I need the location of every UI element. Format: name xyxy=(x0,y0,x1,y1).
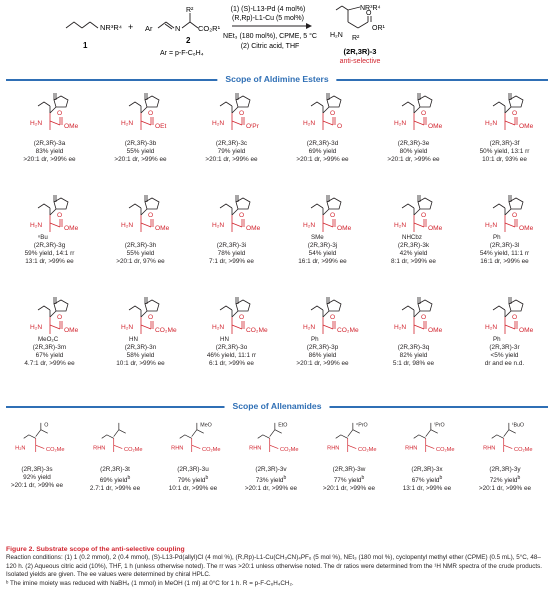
compound-caption xyxy=(459,344,550,368)
allenamide-scope-grid xyxy=(4,414,550,540)
compound-entry xyxy=(388,414,466,493)
ester-label: OMe xyxy=(428,225,443,232)
compound-caption xyxy=(232,466,310,493)
compound-selectivity: >20:1 dr, >99% ee xyxy=(10,482,64,489)
compound-entry xyxy=(232,414,310,493)
compound-selectivity: 10:1 dr, >99% ee xyxy=(168,485,218,493)
compound-entry xyxy=(4,292,95,367)
compound-structure xyxy=(76,414,154,466)
side-chain-label: HN xyxy=(129,336,138,343)
compound-structure xyxy=(368,292,459,344)
compound-selectivity: 4.7:1 dr, >99% ee xyxy=(24,360,75,367)
compound-structure xyxy=(459,190,550,242)
compound-caption xyxy=(368,140,459,164)
compound-caption xyxy=(277,242,368,266)
compound-yield: 55% yield xyxy=(126,148,155,155)
compound-structure xyxy=(154,414,232,466)
figure-caption xyxy=(6,546,548,588)
ester-label: CO₂Me xyxy=(436,447,455,454)
amine-label: H₂N xyxy=(121,120,134,127)
reactant-2-ester: CO₂R¹ xyxy=(198,24,221,33)
amine-label: H₂N xyxy=(212,324,225,331)
carbonyl-o-label: O xyxy=(512,212,518,219)
side-chain-label: ⁿBu xyxy=(38,234,48,241)
figure-footnote-b: ᵇ The imine moiety was reduced with NaBH₄ (1 mmol) in MeOH (1 ml) at 0°C for 1 h. R = p-F-C₆H₄CH₂. xyxy=(6,579,294,587)
compound-structure xyxy=(95,190,186,242)
ester-label: CO₂Me xyxy=(46,447,65,454)
compound-entry xyxy=(95,88,186,163)
compound-selectivity: 10:1 dr, 93% ee xyxy=(482,156,527,163)
compound-entry xyxy=(459,190,550,265)
compound-selectivity: >20:1 dr, >99% ee xyxy=(23,156,76,163)
reactant-1-structure xyxy=(66,22,98,28)
carbamate-group-label: ⁱPrO xyxy=(434,422,445,429)
compound-structure xyxy=(186,292,277,344)
compound-structure xyxy=(4,292,95,344)
product-o: O xyxy=(366,10,372,17)
amine-label: RHN xyxy=(405,445,418,452)
amine-label: H₂N xyxy=(30,120,43,127)
compound-entry xyxy=(277,292,368,367)
product-selectivity: anti-selective xyxy=(339,58,381,65)
compound-caption xyxy=(277,344,368,368)
carbonyl-o-label: O xyxy=(421,212,427,219)
carbonyl-o-label: O xyxy=(148,314,154,321)
carbamate-group-label: ᵗBuO xyxy=(512,422,525,429)
carbonyl-o-label: O xyxy=(57,212,63,219)
ester-label: CO₂Me xyxy=(124,447,143,454)
compound-yield: 67% yield xyxy=(35,352,64,359)
compound-selectivity: >20:1 dr, >99% ee xyxy=(478,485,532,493)
amine-label: H₂N xyxy=(15,445,26,452)
compound-id: (2R,3R)-3u xyxy=(177,466,209,473)
compound-selectivity: 10:1 dr, >99% ee xyxy=(116,360,165,367)
product-label: (2R,3R)-3 xyxy=(343,47,377,56)
amine-label: H₂N xyxy=(303,324,316,331)
compound-structure xyxy=(459,88,550,140)
amine-label: H₂N xyxy=(212,222,225,229)
compound-caption xyxy=(95,140,186,164)
side-chain-label: Ph xyxy=(311,336,319,343)
compound-yield: 50% yield, 13:1 rr xyxy=(479,148,530,155)
ester-label: OMe xyxy=(519,225,534,232)
compound-yield: 78% yield xyxy=(217,250,246,257)
compound-caption xyxy=(4,140,95,164)
compound-structure xyxy=(368,88,459,140)
ester-label: CO₂Me xyxy=(246,327,268,334)
compound-entry xyxy=(466,414,544,493)
compound-id: (2R,3R)-3h xyxy=(124,242,157,249)
compound-yield: 92% yield xyxy=(23,474,51,481)
amine-label: RHN xyxy=(483,445,496,452)
compound-selectivity: dr and ee n.d. xyxy=(484,360,525,367)
compound-entry xyxy=(95,292,186,367)
compound-id: (2R,3R)-3i xyxy=(216,242,247,249)
carbamate-group-label: MeO xyxy=(200,422,212,429)
amine-label: H₂N xyxy=(485,222,498,229)
ester-label: O xyxy=(337,123,343,130)
compound-structure xyxy=(459,292,550,344)
compound-selectivity: 13:1 dr, >99% ee xyxy=(402,485,452,493)
side-chain-label: NHCbz xyxy=(402,234,422,241)
amine-label: H₂N xyxy=(303,222,316,229)
side-chain-label: HN xyxy=(220,336,229,343)
compound-caption xyxy=(388,466,466,493)
condition-4: (2) Citric acid, THF xyxy=(240,43,300,50)
carbonyl-o-label: O xyxy=(512,110,518,117)
ester-label: OⁱPr xyxy=(246,123,259,130)
compound-selectivity: >20:1 dr, >99% ee xyxy=(296,156,349,163)
compound-caption xyxy=(368,344,459,368)
section-header-aldimine xyxy=(6,73,548,87)
compound-caption xyxy=(459,242,550,266)
compound-selectivity: >20:1 dr, >99% ee xyxy=(114,156,167,163)
compound-entry xyxy=(154,414,232,493)
carbonyl-o-label: O xyxy=(330,110,336,117)
amine-label: H₂N xyxy=(485,120,498,127)
compound-entry xyxy=(76,414,154,493)
compound-structure xyxy=(95,292,186,344)
compound-yield: 46% yield, 11:1 rr xyxy=(206,352,257,359)
amine-label: H₂N xyxy=(212,120,225,127)
amine-label: H₂N xyxy=(30,324,43,331)
product-h2n: H₂N xyxy=(330,32,343,39)
compound-selectivity: >20:1 dr, >99% ee xyxy=(322,485,376,493)
ester-label: OMe xyxy=(64,225,79,232)
compound-id: (2R,3R)-3e xyxy=(397,140,430,147)
section-title-allenamide: Scope of Allenamides xyxy=(225,400,330,413)
compound-id: (2R,3R)-3j xyxy=(307,242,338,249)
compound-yield: 73% yield$^b$ xyxy=(255,475,287,485)
carbonyl-o-label: O xyxy=(148,212,154,219)
compound-id: (2R,3R)-3l xyxy=(489,242,520,249)
compound-caption xyxy=(4,344,95,368)
compound-structure xyxy=(186,190,277,242)
ar-definition: Ar = p-F-C₆H₄ xyxy=(160,50,204,57)
compound-structure xyxy=(310,414,388,466)
carbonyl-o-label: O xyxy=(512,314,518,321)
compound-entry xyxy=(186,88,277,163)
compound-caption xyxy=(95,344,186,368)
side-chain-label: SMe xyxy=(311,234,324,241)
compound-selectivity: >20:1 dr, >99% ee xyxy=(296,360,349,367)
compound-structure xyxy=(368,190,459,242)
ester-label: OEt xyxy=(155,123,167,130)
compound-caption xyxy=(154,466,232,493)
compound-entry xyxy=(368,190,459,265)
compound-entry xyxy=(95,190,186,265)
carbonyl-o-label: O xyxy=(330,212,336,219)
compound-caption xyxy=(0,466,76,490)
compound-yield: 69% yield xyxy=(308,148,337,155)
compound-yield: 58% yield xyxy=(126,352,155,359)
ester-label: OMe xyxy=(428,123,443,130)
compound-selectivity: 5:1 dr, 98% ee xyxy=(392,360,435,367)
carbonyl-o-label: O xyxy=(330,314,336,321)
amine-label: H₂N xyxy=(303,120,316,127)
carbonyl-o-label: O xyxy=(57,314,63,321)
compound-entry xyxy=(186,292,277,367)
reaction-arrow-head xyxy=(306,23,312,29)
footnote-marker: b xyxy=(205,475,209,481)
ester-label: CO₂Me xyxy=(155,327,177,334)
amine-label: RHN xyxy=(249,445,262,452)
amine-label: H₂N xyxy=(30,222,43,229)
carbonyl-o-label: O xyxy=(421,314,427,321)
ester-label: OMe xyxy=(519,327,534,334)
compound-caption xyxy=(466,466,544,493)
compound-caption xyxy=(186,242,277,266)
compound-selectivity: >20:1 dr, >99% ee xyxy=(387,156,440,163)
condition-3: NEt₃ (180 mol%), CPME, 5 °C xyxy=(223,33,317,40)
side-chain-label: MeO₂C xyxy=(38,336,59,343)
ester-label: CO₂Me xyxy=(280,447,299,454)
compound-entry xyxy=(4,190,95,265)
compound-entry xyxy=(310,414,388,493)
ester-label: OMe xyxy=(519,123,534,130)
compound-selectivity: >20:1 dr, >99% ee xyxy=(205,156,258,163)
compound-id: (2R,3R)-3y xyxy=(489,466,521,473)
compound-yield: 72% yield$^b$ xyxy=(489,475,521,485)
compound-structure xyxy=(466,414,544,466)
ester-label: OMe xyxy=(155,225,170,232)
compound-id: (2R,3R)-3g xyxy=(33,242,66,249)
ester-label: OMe xyxy=(246,225,261,232)
compound-selectivity: >20:1 dr, >99% ee xyxy=(244,485,298,493)
carbonyl-o-label: O xyxy=(239,110,245,117)
compound-caption xyxy=(368,242,459,266)
compound-selectivity: 16:1 dr, >99% ee xyxy=(480,258,529,265)
compound-caption xyxy=(186,344,277,368)
ester-label: CO₂Me xyxy=(358,447,377,454)
amine-label: H₂N xyxy=(394,120,407,127)
compound-yield: 86% yield xyxy=(308,352,337,359)
ester-label: OMe xyxy=(337,225,352,232)
compound-yield: 67% yield$^b$ xyxy=(411,475,443,485)
figure-conditions-text: Reaction conditions: (1) 1 (0.2 mmol), 2 (0.4 mmol), (S)-L13-Pd(allyl)Cl (4 mol %), (R,Rp)-L1-Cu(CH₃CN)₄PF₆ (5 mol %), NEt₃ (180 mol %), cyclopentyl methyl ether (CPME) (0.5 mL), 5°C, 48–120 h. (2) Aqueous citric acid (10%), THF, 1 h (unless otherwise noted). The rr was >20:1 unless otherwise noted. The dr ratios were determined from the ¹H NMR spectra of the crude products. Isolated yields are given. The ee values were determined by chiral HPLC. xyxy=(6,554,543,579)
footnote-marker: b xyxy=(127,475,131,481)
amine-label: RHN xyxy=(93,445,106,452)
compound-yield: 42% yield xyxy=(399,250,428,257)
carbonyl-o-label: O xyxy=(148,110,154,117)
compound-structure xyxy=(95,88,186,140)
amine-label: H₂N xyxy=(394,324,407,331)
compound-yield: <5% yield xyxy=(490,352,519,359)
compound-yield: 69% yield$^b$ xyxy=(99,475,131,485)
reactant-1-label: 1 xyxy=(83,41,88,50)
compound-yield: 79% yield xyxy=(217,148,246,155)
footnote-marker: b xyxy=(361,475,365,481)
compound-caption xyxy=(310,466,388,493)
compound-caption xyxy=(4,242,95,266)
compound-id: (2R,3R)-3o xyxy=(215,344,248,351)
compound-id: (2R,3R)-3d xyxy=(306,140,339,147)
section-header-allenamide xyxy=(6,400,548,414)
carbonyl-o-label: O xyxy=(239,212,245,219)
plus-sign: + xyxy=(128,22,134,32)
condition-2: (R,Rp)-L1-Cu (5 mol%) xyxy=(232,15,304,22)
ester-label: OMe xyxy=(64,327,79,334)
compound-entry xyxy=(459,292,550,367)
compound-selectivity: 7:1 dr, >99% ee xyxy=(209,258,254,265)
compound-selectivity: 16:1 dr, >99% ee xyxy=(298,258,347,265)
compound-structure xyxy=(0,414,76,466)
compound-structure xyxy=(388,414,466,466)
compound-entry xyxy=(368,88,459,163)
ester-label: CO₂Me xyxy=(202,447,221,454)
footnote-marker: b xyxy=(517,475,521,481)
compound-yield: 77% yield$^b$ xyxy=(333,475,365,485)
compound-id: (2R,3R)-3r xyxy=(489,344,520,351)
side-chain-label: Ph xyxy=(493,234,501,241)
compound-yield: 79% yield$^b$ xyxy=(177,475,209,485)
compound-structure xyxy=(232,414,310,466)
condition-1: (1) (S)-L13-Pd (4 mol%) xyxy=(230,6,306,13)
compound-selectivity: 8:1 dr, >99% ee xyxy=(391,258,436,265)
carbamate-group-label: O xyxy=(44,422,49,429)
compound-entry xyxy=(0,414,76,489)
amine-label: RHN xyxy=(327,445,340,452)
amine-label: H₂N xyxy=(485,324,498,331)
compound-yield: 54% yield, 11:1 rr xyxy=(479,250,530,257)
amine-label: H₂N xyxy=(121,324,134,331)
carbonyl-o-label: O xyxy=(239,314,245,321)
ester-label: CO₂Me xyxy=(337,327,359,334)
footnote-marker: b xyxy=(283,475,287,481)
compound-entry xyxy=(277,190,368,265)
compound-id: (2R,3R)-3a xyxy=(33,140,66,147)
carbonyl-o-label: O xyxy=(421,110,427,117)
compound-id: (2R,3R)-3q xyxy=(397,344,430,351)
ester-label: OMe xyxy=(64,123,79,130)
reaction-scheme xyxy=(0,0,554,70)
compound-entry xyxy=(459,88,550,163)
compound-yield: 55% yield xyxy=(126,250,155,257)
reactant-2-r2: R² xyxy=(186,7,194,14)
compound-yield: 59% yield, 14:1 rr xyxy=(24,250,75,257)
compound-id: (2R,3R)-3f xyxy=(489,140,520,147)
compound-id: (2R,3R)-3s xyxy=(21,466,53,473)
amine-label: H₂N xyxy=(121,222,134,229)
compound-yield: 54% yield xyxy=(308,250,337,257)
compound-id: (2R,3R)-3t xyxy=(100,466,130,473)
side-chain-label: Ph xyxy=(493,336,501,343)
reactant-1-group: NR³R⁴ xyxy=(100,23,122,32)
compound-selectivity: 2.7:1 dr, >99% ee xyxy=(89,485,141,493)
compound-selectivity: 13:1 dr, >99% ee xyxy=(25,258,74,265)
section-title-aldimine: Scope of Aldimine Esters xyxy=(217,73,336,86)
compound-id: (2R,3R)-3v xyxy=(255,466,287,473)
product-r2: R² xyxy=(352,35,360,42)
compound-entry xyxy=(4,88,95,163)
compound-entry xyxy=(277,88,368,163)
compound-yield: 80% yield xyxy=(399,148,428,155)
ester-label: OMe xyxy=(428,327,443,334)
figure-title: Figure 2. Substrate scope of the anti-selective coupling xyxy=(6,546,185,553)
compound-selectivity: >20:1 dr, 97% ee xyxy=(116,258,165,265)
footnote-marker: b xyxy=(439,475,443,481)
reactant-2-ar: Ar xyxy=(145,24,153,33)
aldimine-scope-grid xyxy=(4,88,550,394)
product-or1: OR¹ xyxy=(372,25,385,32)
ester-label: CO₂Me xyxy=(514,447,533,454)
product-group: NR³R⁴ xyxy=(360,5,381,12)
compound-structure xyxy=(186,88,277,140)
compound-structure xyxy=(277,190,368,242)
carbamate-group-label: EtO xyxy=(278,422,288,429)
compound-id: (2R,3R)-3n xyxy=(124,344,157,351)
compound-yield: 83% yield xyxy=(35,148,64,155)
compound-structure xyxy=(4,190,95,242)
carbamate-group-label: ⁿPrO xyxy=(356,422,368,429)
reactant-2-n: N xyxy=(175,24,181,33)
compound-caption xyxy=(186,140,277,164)
reactant-2-label: 2 xyxy=(186,36,191,45)
compound-caption xyxy=(95,242,186,266)
compound-id: (2R,3R)-3w xyxy=(332,466,366,473)
compound-id: (2R,3R)-3b xyxy=(124,140,157,147)
compound-entry xyxy=(186,190,277,265)
compound-structure xyxy=(277,292,368,344)
compound-caption xyxy=(459,140,550,164)
compound-selectivity: 6:1 dr, >99% ee xyxy=(209,360,254,367)
compound-caption xyxy=(277,140,368,164)
carbonyl-o-label: O xyxy=(57,110,63,117)
compound-structure xyxy=(4,88,95,140)
compound-structure xyxy=(277,88,368,140)
compound-id: (2R,3R)-3c xyxy=(215,140,248,147)
compound-id: (2R,3R)-3m xyxy=(32,344,67,351)
amine-label: RHN xyxy=(171,445,184,452)
amine-label: H₂N xyxy=(394,222,407,229)
compound-caption xyxy=(76,466,154,493)
compound-id: (2R,3R)-3k xyxy=(397,242,430,249)
compound-entry xyxy=(368,292,459,367)
compound-id: (2R,3R)-3p xyxy=(306,344,339,351)
compound-yield: 82% yield xyxy=(399,352,428,359)
compound-id: (2R,3R)-3x xyxy=(411,466,443,473)
